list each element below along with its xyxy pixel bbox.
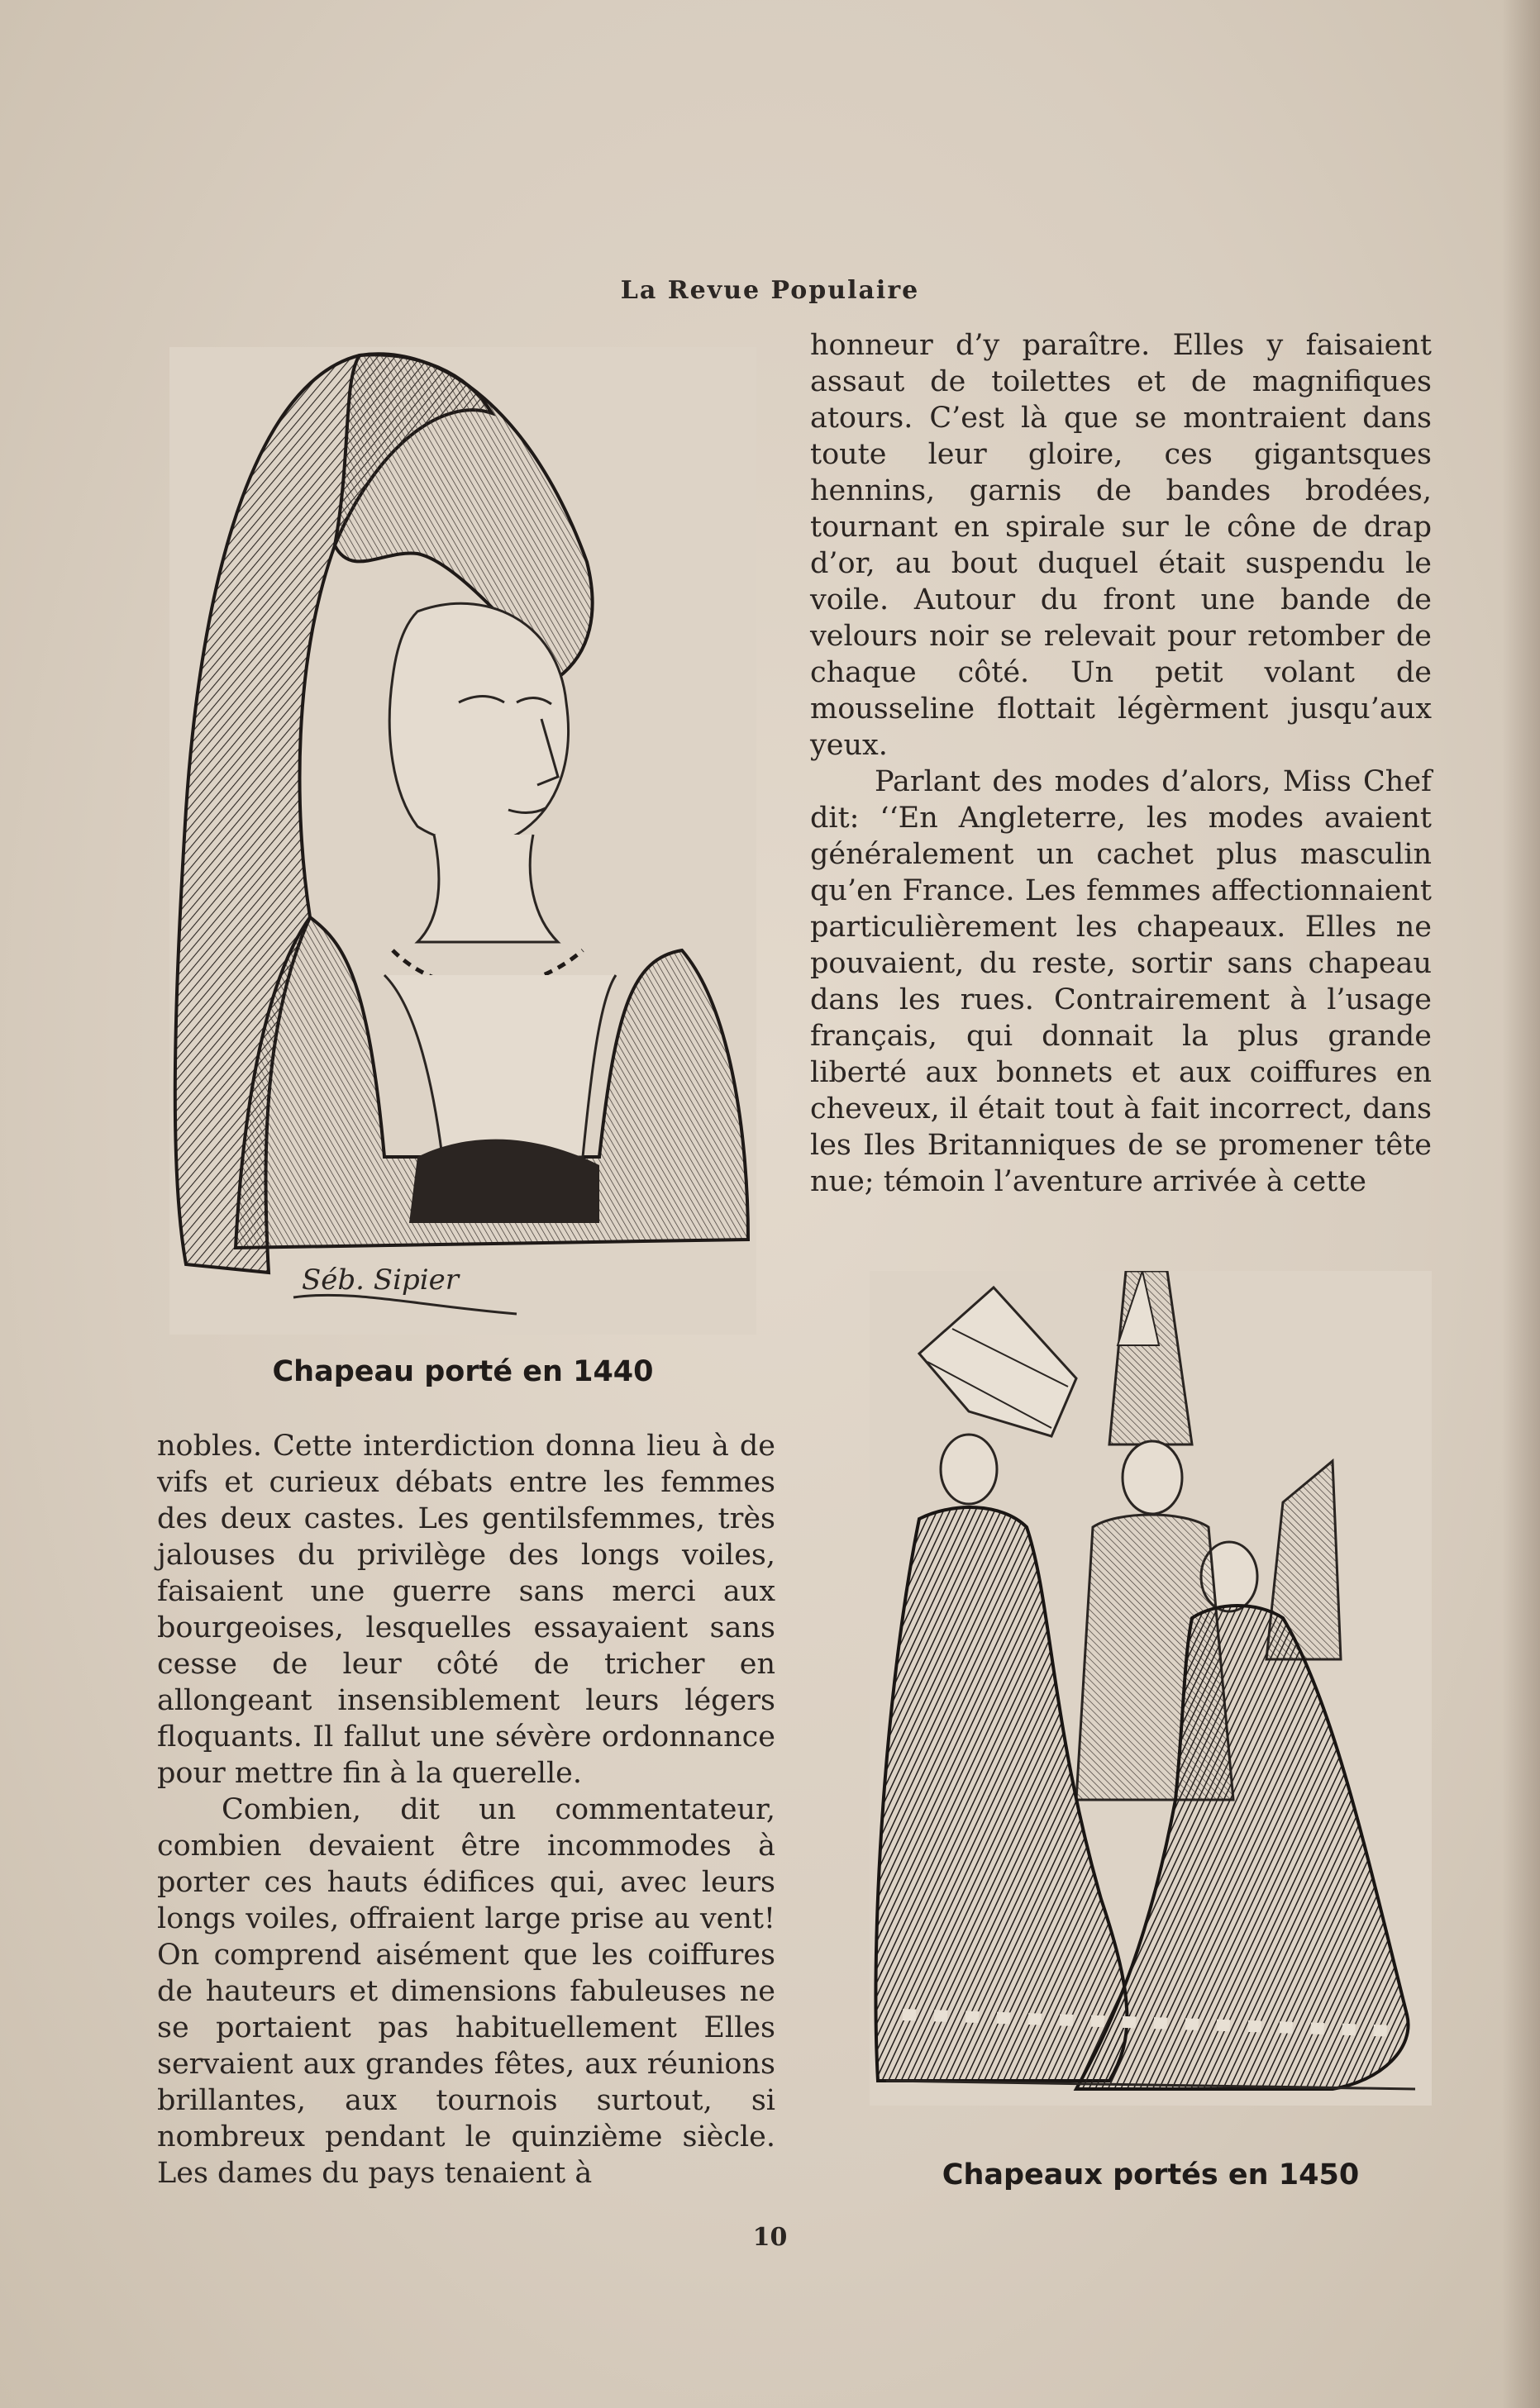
page-spine-shadow xyxy=(1502,0,1540,2408)
page-number: 10 xyxy=(752,2223,788,2252)
paragraph: honneur d’y paraître. Elles y faisaient assaut de toilettes et de magnifiques atours. C’est là que se montraient dans toute leur gloire, ces gigantsques hennins, garnis de bandes brodées, tournant en spirale sur le cône de drap d’or, au bout duquel était suspendu le voile. Autour du front une bande de velours noir se relevait pour retomber de chaque côté. Un petit volant de mousseline flottait légèrment jusqu’aux yeux. xyxy=(810,329,1432,762)
text-column-left-bottom xyxy=(157,1428,775,2191)
illustration-hat-1440 xyxy=(169,347,756,1335)
engraving-woman-hennin-veil xyxy=(169,347,756,1335)
running-header: La Revue Populaire xyxy=(620,276,920,305)
engraving-three-women-hennins xyxy=(870,1271,1432,2106)
engraver-signature: Séb. Sipier xyxy=(302,1263,459,1297)
paragraph: Parlant des modes d’alors, Miss Chef dit: ‘‘En Angleterre, les modes avaient généralement un cachet plus masculin qu’en France. Les femmes affectionnaient particulièrement les chapeaux. Elles ne pouvaient, du reste, sortir sans chapeau dans les rues. Contrairement à l’usage français, qui donnait la plus grande liberté aux bonnets et aux coiffures en cheveux, il était tout à fait incorrect, dans les Iles Britanniques de se promener tête nue; témoin l’aventure arrivée à cette xyxy=(810,765,1432,1198)
text-column-right-top xyxy=(810,327,1432,1200)
paragraph: nobles. Cette interdiction donna lieu à de vifs et curieux débats entre les femmes des deux castes. Les gentilsfemmes, très jalouses du privilège des longs voiles, faisaient une guerre sans merci aux bourgeoises, lesquelles essayaient sans cesse de leur côté de tricher en allongeant insensiblement leurs légers floquants. Il fallut une sévère ordonnance pour mettre fin à la querelle. xyxy=(157,1430,775,1790)
paragraph: Combien, dit un commentateur, combien devaient être incommodes à porter ces hauts édifices qui, avec leurs longs voiles, offraient large prise au vent! On comprend aisément que les coiffures de hauteurs et dimensions fabuleuses ne se portaient pas habituellement Elles servaient aux grandes fêtes, aux réunions brillantes, aux tournois surtout, si nombreux pendant le quinzième siècle. Les dames du pays tenaient à xyxy=(157,1793,775,2190)
illustration-hats-1450 xyxy=(870,1271,1432,2106)
caption-hats-1450: Chapeaux portés en 1450 xyxy=(942,2158,1360,2191)
caption-hat-1440: Chapeau porté en 1440 xyxy=(272,1355,654,1388)
